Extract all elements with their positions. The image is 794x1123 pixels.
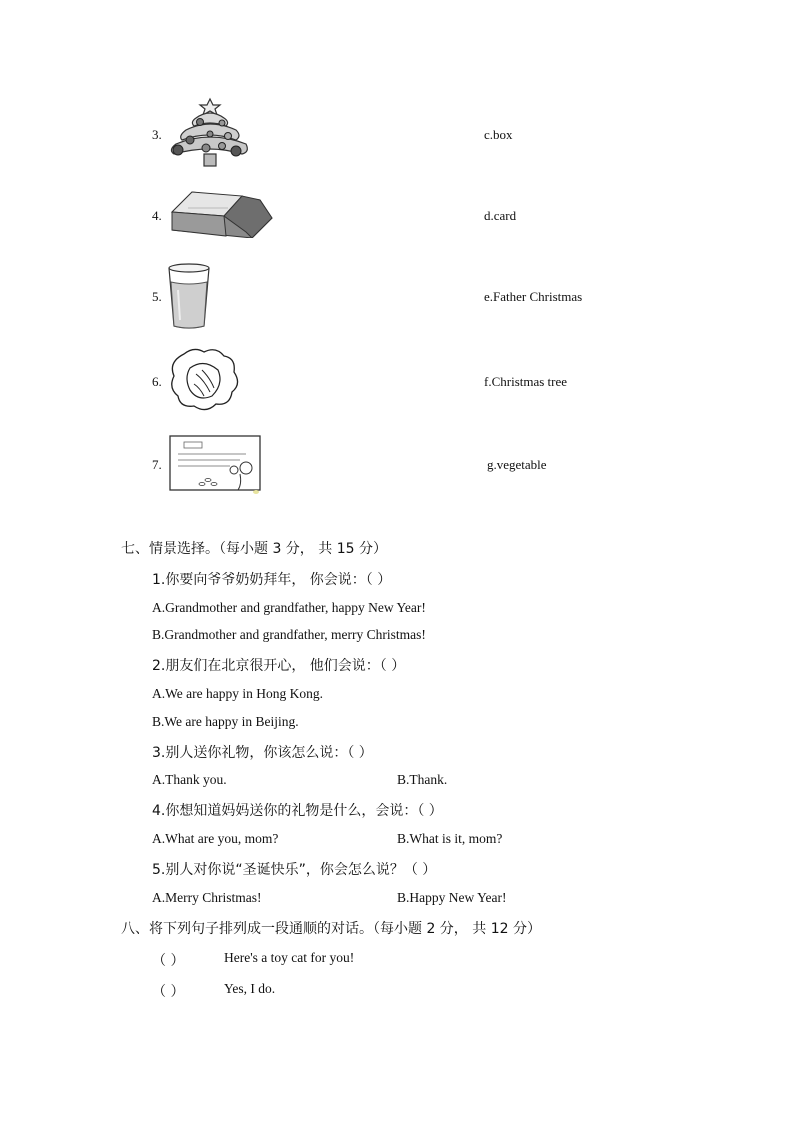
option-a: A.Merry Christmas! (152, 890, 262, 905)
question-text: 1.你要向爷爷奶奶拜年， 你会说：（ ） (152, 572, 392, 588)
option-b: B.Grandmother and grandfather, merry Christmas! (152, 627, 426, 642)
section-7-title: 七、情景选择。（每小题 3 分， 共 15 分） (121, 541, 387, 557)
glass-of-water-icon (166, 262, 212, 330)
option-b: B.Happy New Year! (397, 890, 507, 905)
answer-paren: （ ） (152, 953, 185, 969)
answer-paren: （ ） (152, 984, 185, 1000)
option-b: B.We are happy in Beijing. (152, 714, 299, 729)
match-number: 3. (152, 127, 162, 142)
question-text: 2.朋友们在北京很开心， 他们会说：（ ） (152, 658, 406, 674)
match-word: e.Father Christmas (484, 289, 583, 304)
cabbage-icon (164, 344, 244, 416)
question-text: 3.别人送你礼物，你该怎么说：（ ） (152, 745, 373, 761)
option-a: A.Grandmother and grandfather, happy New Year! (152, 600, 426, 615)
greeting-card-icon (168, 434, 264, 496)
option-b: B.Thank. (397, 772, 448, 787)
match-word: c.box (484, 127, 513, 142)
option-a: A.Thank you. (152, 772, 227, 787)
option-a: A.What are you, mom? (152, 831, 279, 846)
dialogue-line: Here's a toy cat for you! (224, 950, 355, 965)
option-a: A.We are happy in Hong Kong. (152, 686, 323, 701)
section-8-title: 八、将下列句子排列成一段通顺的对话。（每小题 2 分， 共 12 分） (121, 921, 541, 937)
question-text: 5.别人对你说“圣诞快乐”，你会怎么说？（ ） (152, 862, 437, 878)
match-number: 5. (152, 289, 162, 304)
question-text: 4.你想知道妈妈送你的礼物是什么，会说：（ ） (152, 803, 443, 819)
match-number: 7. (152, 457, 162, 472)
option-b: B.What is it, mom? (397, 831, 503, 846)
match-word: f.Christmas tree (484, 374, 568, 389)
match-word: g.vegetable (487, 457, 547, 472)
gift-box-icon (168, 186, 276, 238)
match-number: 4. (152, 208, 162, 223)
christmas-tree-icon (166, 96, 250, 172)
dialogue-line: Yes, I do. (224, 981, 276, 996)
match-word: d.card (484, 208, 517, 223)
match-number: 6. (152, 374, 162, 389)
